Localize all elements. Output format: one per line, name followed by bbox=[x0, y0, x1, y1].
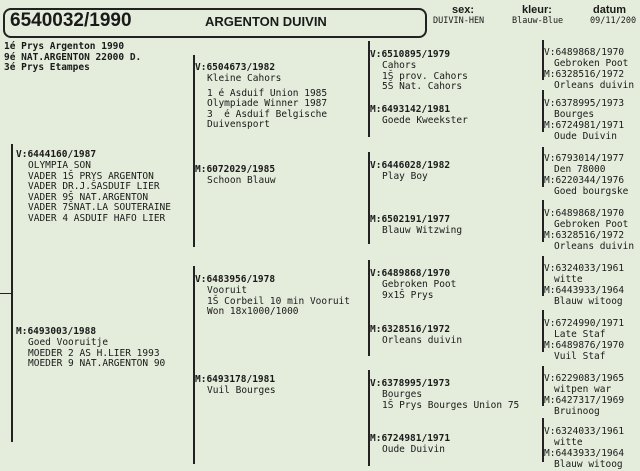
gen5-entry: V:6793014/1977 Den 78000 bbox=[544, 153, 625, 175]
gen5-entry: V:6489868/1970 Gebroken Poot bbox=[544, 47, 629, 69]
gen5-entry: V:6724990/1971 Late Staf bbox=[544, 318, 625, 340]
great-grandparent-block: M:6502191/1977 Blauw Witzwing bbox=[370, 214, 463, 236]
great-grandparent-block: V:6510895/1979 Cahors 1Š prov. Cahors 5Š Nat. Cahors bbox=[370, 49, 468, 92]
great-grandparent-block: M:6493142/1981 Goede Kweekster bbox=[370, 104, 468, 126]
dam-line: Goed Vooruitje bbox=[28, 337, 109, 348]
gen5-entry: M:6489876/1970 Vuil Staf bbox=[544, 340, 625, 362]
pedigree-ring-number: 6540032/1990 bbox=[10, 10, 132, 31]
subject-result: 9é NAT.ARGENTON 22000 D. bbox=[4, 51, 142, 63]
grandparent-block: V:6483956/1978 Vooruit 1Š Corbeil 10 min Vooruit Won 18x1000/1000 bbox=[195, 274, 350, 317]
dam-sex: M: bbox=[16, 326, 28, 337]
sire-ring: 6444160/1987 bbox=[27, 149, 97, 160]
dam-line: MOEDER 2 AS H.LIER 1993 bbox=[28, 347, 160, 359]
gen5-entry: M:6724981/1971 Oude Duivin bbox=[544, 120, 625, 142]
subject-result: 3é Prys Etampes bbox=[4, 62, 90, 73]
sire-line: VADER 4 ASDUIF HAFO LIER bbox=[28, 212, 166, 224]
great-grandparent-block: V:6378995/1973 Bourges 1Š Prys Bourges Union 75 bbox=[370, 378, 520, 411]
grandparent-block: M:6493178/1981 Vuil Bourges bbox=[195, 374, 276, 396]
gen5-entry: V:6378995/1973 Bourges bbox=[544, 98, 625, 120]
grandparent-block: M:6072029/1985 Schoon Blauw bbox=[195, 164, 276, 186]
sire-line: VADER 1Š PRYS ARGENTON bbox=[28, 170, 154, 182]
subject-result: 1é Prys Argenton 1990 bbox=[4, 41, 125, 52]
gen5-entry: M:6328516/1972 Orleans duivin bbox=[544, 69, 635, 91]
great-grandparent-block: M:6328516/1972 Orleans duivin bbox=[370, 324, 463, 346]
great-grandparent-block: V:6489868/1970 Gebroken Poot 9x1Š Prys bbox=[370, 268, 457, 301]
gen5-entry: M:6328516/1972 Orleans duivin bbox=[544, 230, 635, 252]
sire-block bbox=[16, 142, 171, 224]
color-label: kleur: bbox=[522, 4, 552, 16]
color-value: Blauw-Blue bbox=[512, 16, 564, 26]
sex-value: DUIVIN-HEN bbox=[433, 16, 485, 26]
gen5-entry: V:6489868/1970 Gebroken Poot bbox=[544, 208, 629, 230]
dam-line: MOEDER 9 NAT.ARGENTON 90 bbox=[28, 358, 166, 369]
gen5-entry: M:6427317/1969 Bruinoog bbox=[544, 395, 625, 417]
sire-line: OLYMPIA SON bbox=[28, 160, 91, 171]
sire-line: VADER 7ŠNAT.LA SOUTERAINE bbox=[28, 202, 171, 213]
gen5-entry: V:6324033/1961 witte bbox=[544, 263, 625, 285]
gen5-entry: M:6443933/1964 Blauw witoog bbox=[544, 448, 625, 470]
sire-line: VADER DR.J.ŠASDUIF LIER bbox=[28, 181, 160, 192]
great-grandparent-block: M:6724981/1971 Oude Duivin bbox=[370, 433, 451, 455]
subject-results bbox=[4, 42, 141, 74]
sex-label: sex: bbox=[452, 4, 475, 16]
gen5-entry: V:6324033/1961 witte bbox=[544, 426, 625, 448]
date-value: 09/11/200 bbox=[590, 16, 637, 26]
grandparent-block: V:6504673/1982 Kleine Cahors 1 é Asduif Union 1985 Olympiade Winner 1987 3 é Asduif Belgische Duivensport bbox=[195, 62, 328, 130]
sire-sex: V: bbox=[16, 149, 28, 160]
sire-line: VADER 9Š NAT.ARGENTON bbox=[28, 191, 149, 203]
gen5-entry: M:6443933/1964 Blauw witoog bbox=[544, 285, 625, 307]
pigeon-name: ARGENTON DUIVIN bbox=[205, 14, 327, 29]
dam-block bbox=[16, 319, 165, 370]
dam-ring: 6493003/1988 bbox=[27, 326, 97, 337]
gen5-entry: M:6220344/1976 Goed bourgske bbox=[544, 175, 629, 197]
great-grandparent-block: V:6446028/1982 Play Boy bbox=[370, 160, 451, 182]
date-label: datum bbox=[593, 4, 626, 16]
gen5-entry: V:6229083/1965 witpen war bbox=[544, 373, 625, 395]
